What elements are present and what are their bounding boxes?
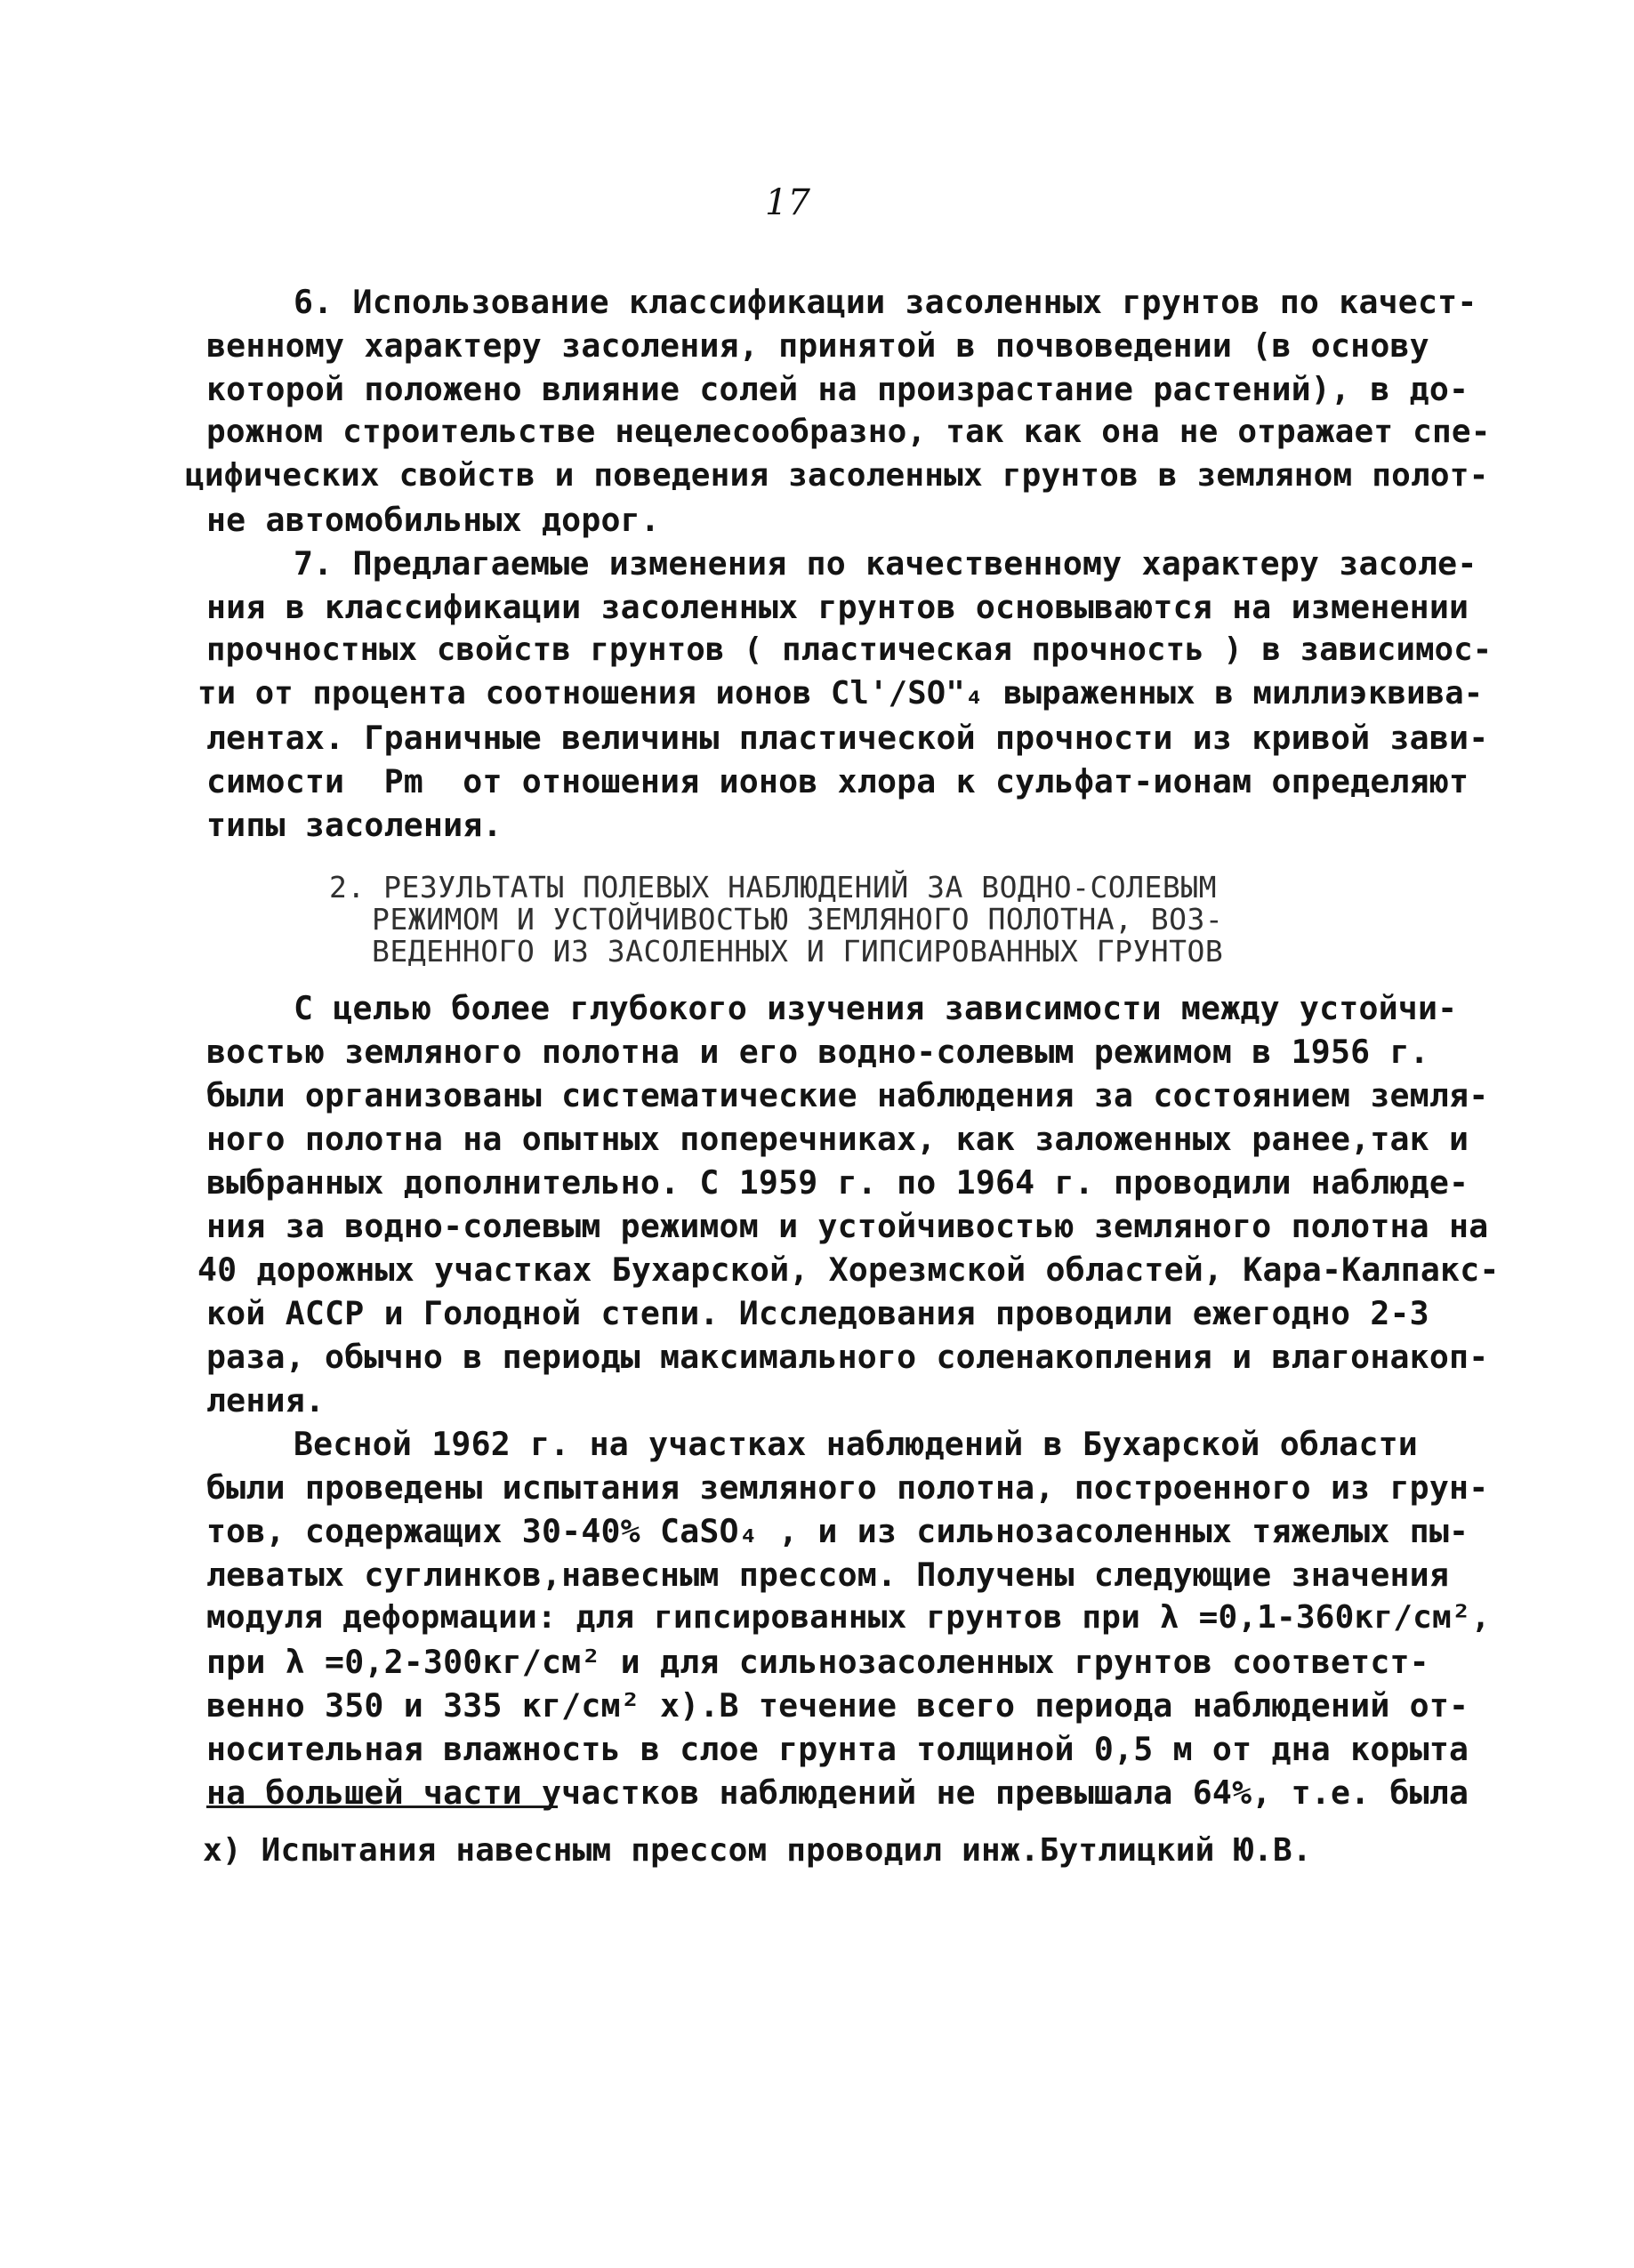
body-line-9: раза, обычно в периоды максимального соленакопления и влагонакоп-	[206, 1338, 1489, 1376]
body-line-14: леватых суглинков,навесным прессом. Получены следующие значения	[206, 1556, 1450, 1594]
body-line-16: при λ =0,2-300кг/см² и для сильнозасоленных грунтов соответст-	[206, 1643, 1429, 1681]
section6-line-2: венному характеру засоления, принятой в почвоведении (в основу	[206, 326, 1429, 365]
body-line-15: модуля деформации: для гипсированных грунтов при λ =0,1-360кг/см²,	[206, 1599, 1491, 1636]
body-line-17: венно 350 и 335 кг/см² х).В течение всего периода наблюдений от-	[206, 1686, 1469, 1725]
body-line-18: носительная влажность в слое грунта толщиной 0,5 м от дна корыта	[206, 1730, 1469, 1768]
section6-line-1: 6. Использование классификации засоленных грунтов по качест-	[294, 283, 1477, 321]
body-line-10: ления.	[206, 1381, 326, 1420]
page-number: 17	[765, 182, 810, 223]
section7-line-6: симости Pm от отношения ионов хлора к сульфат-ионам определяют	[206, 762, 1469, 800]
body-line-19: на большей части участков наблюдений не превышала 64%, т.е. была	[206, 1773, 1469, 1812]
section7-line-1: 7. Предлагаемые изменения по качественному характеру засоле-	[294, 544, 1477, 583]
body-line-13: тов, содержащих 30-40% CaSO₄ , и из сильнозасоленных тяжелых пы-	[206, 1512, 1469, 1550]
section6-line-4: рожном строительстве нецелесообразно, так как она не отражает спе-	[206, 414, 1491, 450]
section7-line-4: ти от процента соотношения ионов Cl'/SO"₄ выраженных в миллиэквива-	[197, 675, 1484, 712]
body-line-11: Весной 1962 г. на участках наблюдений в Бухарской области	[294, 1425, 1418, 1463]
body-line-7: 40 дорожных участках Бухарской, Хорезмской областей, Кара-Калпакс-	[197, 1251, 1500, 1289]
body-line-6: ния за водно-солевым режимом и устойчивостью земляного полотна на	[206, 1207, 1489, 1245]
body-line-8: кой АССР и Голодной степи. Исследования проводили ежегодно 2-3	[206, 1294, 1429, 1332]
section6-line-6: не автомобильных дорог.	[206, 501, 661, 539]
section6-line-5: цифических свойств и поведения засоленных грунтов в земляном полот-	[185, 457, 1489, 494]
section7-line-2: ния в классификации засоленных грунтов основываются на изменении	[206, 588, 1469, 626]
section6-line-3: которой положено влияние солей на произрастание растений), в до-	[206, 370, 1469, 408]
section7-line-7: типы засоления.	[206, 806, 503, 844]
body-line-3: были организованы систематические наблюдения за состоянием земля-	[206, 1076, 1489, 1114]
footnote-separator	[206, 1806, 558, 1808]
footnote: х) Испытания навесным прессом проводил инж.Бутлицкий Ю.В.	[203, 1832, 1312, 1869]
body-line-5: выбранных дополнительно. С 1959 г. по 1964 г. проводили наблюде-	[206, 1163, 1469, 1202]
body-line-2: востью земляного полотна и его водно-солевым режимом в 1956 г.	[206, 1033, 1429, 1071]
body-line-12: были проведены испытания земляного полотна, построенного из грун-	[206, 1468, 1489, 1507]
section7-line-5: лентах. Граничные величины пластической прочности из кривой зави-	[206, 719, 1489, 757]
section7-line-3: прочностных свойств грунтов ( пластическая прочность ) в зависимос-	[206, 631, 1493, 668]
section-heading-line-2: РЕЖИМОМ И УСТОЙЧИВОСТЬЮ ЗЕМЛЯНОГО ПОЛОТНА, ВОЗ-	[372, 902, 1224, 937]
body-line-1: С целью более глубокого изучения зависимости между устойчи-	[294, 989, 1458, 1027]
section-heading-line-1: 2. РЕЗУЛЬТАТЫ ПОЛЕВЫХ НАБЛЮДЕНИЙ ЗА ВОДНО-СОЛЕВЫМ	[329, 870, 1218, 905]
section-heading-line-3: ВЕДЕННОГО ИЗ ЗАСОЛЕННЫХ И ГИПСИРОВАННЫХ ГРУНТОВ	[372, 934, 1224, 969]
body-line-4: ного полотна на опытных поперечниках, как заложенных ранее,так и	[206, 1120, 1469, 1158]
